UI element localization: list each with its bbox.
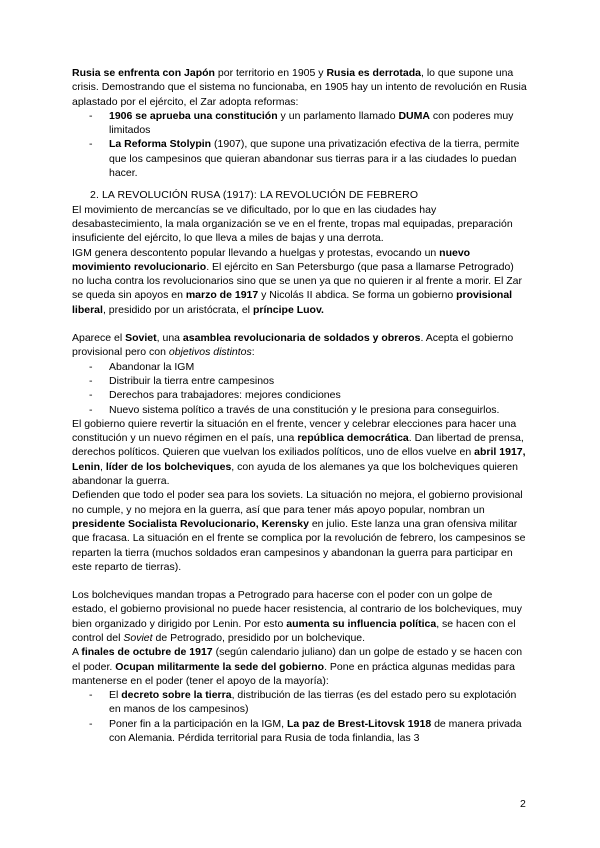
list-item	[72, 717, 528, 746]
bold-text: líder de los bolcheviques	[105, 460, 232, 473]
bold-text: 1906 se aprueba una constitución	[109, 109, 278, 122]
text: y Nicolás II abdica. Se forma un gobierno	[258, 289, 457, 302]
paragraph	[72, 588, 528, 645]
bold-text: aumenta su influencia política	[286, 617, 437, 630]
bold-text: nuevo movimiento revolucionario	[72, 246, 471, 273]
reforms-list	[72, 109, 528, 180]
page-content	[72, 66, 528, 745]
text: por territorio en 1905 y	[214, 67, 327, 79]
text: Poner fin a la participación en la IGM,	[109, 717, 288, 730]
list-item: - Nuevo sistema político a través de una constitución y le presiona para conseguirlos.	[72, 403, 528, 417]
text: . Dan libertad de prensa, derechos políticos. Quieren que vuelvan los exiliados políticos, uno de ellos vuelve en	[72, 432, 524, 459]
text: de Petrogrado, presidido por un bolchevique.	[152, 631, 366, 644]
bold-text: asamblea revolucionaria de soldados y obreros	[182, 332, 421, 345]
paragraph: El movimiento de mercancías se ve dificultado, por lo que en las ciudades hay desabastecimiento, la mala organización se ve en el frente, tropas mal equipadas, preparación insuficiente del ejército, lo que lleva a miles de bajas y una derrota.	[72, 203, 513, 245]
bold-text: DUMA	[398, 109, 430, 122]
text: A	[72, 646, 82, 659]
bold-text: provisional liberal	[72, 289, 513, 316]
text: , con ayuda de los alemanes ya que los bolcheviques quieren abandonar la guerra.	[72, 460, 518, 488]
text: Los bolcheviques mandan tropas a Petrogrado para hacerse con el poder con un golpe de estado, el gobierno provisional no puede hacer resistencia, al contrario de los bolcheviques, muy bien organizado y dirigido por Lenin. Por esto	[72, 589, 523, 630]
bold-text: Soviet	[125, 332, 157, 345]
text: en julio. Este lanza una gran ofensiva militar que fracasa. La situación en el frente se complica por la revolución de febrero, los campesinos se reparten la tierra (muchos soldados eran campesinos y abandonan la guerra para participar en este reparto de tierras).	[72, 517, 526, 573]
text: y un parlamento llamado	[277, 109, 399, 122]
section-heading: 2. LA REVOLUCIÓN RUSA (1917): LA REVOLUCIÓN DE FEBRERO	[90, 189, 419, 202]
list-item: - Abandonar la IGM	[72, 360, 528, 374]
italic-text: objetivos distintos	[168, 346, 252, 359]
bold-text: finales de octubre de 1917	[81, 646, 213, 659]
text: de manera privada con Alemania. Pérdida territorial para Rusia de toda finlandia, las 3	[109, 717, 522, 745]
text: Defienden que todo el poder sea para los soviets. La situación no mejora, el gobierno provisional no cumple, y no mejora en la guerra, así que para tener más apoyo popular, nombran un	[72, 489, 523, 516]
text: con poderes muy limitados	[109, 109, 514, 137]
bold-text: abril 1917, Lenin	[72, 446, 526, 473]
italic-text: Soviet	[123, 631, 153, 644]
bold-text: república democrática	[297, 432, 409, 445]
bold-text: marzo de 1917	[185, 289, 259, 302]
bold-text: La paz de Brest-Litovsk 1918	[287, 717, 432, 730]
text: IGM genera descontento popular llevando a huelgas y protestas, evocando un	[72, 246, 440, 259]
bold-text: presidente Socialista Revolucionario, Kerensky	[72, 517, 309, 530]
text: . El ejército en San Petersburgo (que pasa a llamarse Petrogrado) no lucha contra los revolucionarios sino que se unen ya que no quieren ir al frente a morir. El Zar se queda sin apoyos en	[72, 260, 523, 302]
paragraph	[72, 331, 528, 360]
text: (1907), que supone una privatización efectiva de la tierra, permite que los campesinos que quieran abandonar sus tierras para ir a las ciudades lo puedan hacer.	[109, 138, 520, 180]
paragraph	[72, 645, 528, 688]
soviet-goals-list	[72, 360, 528, 417]
text: , una	[156, 332, 183, 345]
text: . Pone en práctica algunas medidas para mantenerse en el poder (tener el apoyo de la mayoría):	[72, 660, 515, 687]
text: El	[109, 689, 122, 702]
text: El gobierno quiere revertir la situación en el frente, vencer y celebrar elecciones para hacer una constitución y un nuevo régimen en el país, una	[72, 417, 517, 445]
intro-paragraph	[72, 66, 528, 109]
spacer	[72, 574, 528, 588]
text: ,	[100, 460, 106, 473]
text: , se hacen con el control del	[72, 617, 516, 644]
paragraph	[72, 488, 528, 574]
list-item	[72, 688, 528, 717]
list-item	[72, 109, 528, 138]
text: Aparece el	[72, 332, 126, 345]
measures-list	[72, 688, 528, 745]
bold-text: Ocupan militarmente la sede del gobierno	[115, 660, 325, 673]
text: :	[251, 346, 255, 359]
text: , distribución de las tierras (es del estado pero su explotación en manos de los campesinos)	[109, 689, 517, 716]
list-item	[72, 137, 528, 180]
text: (según calendario juliano) dan un golpe de estado y se hacen con el poder.	[72, 646, 523, 673]
list-item: - Derechos para trabajadores: mejores condiciones	[72, 388, 528, 402]
bold-text: príncipe Luov.	[252, 303, 324, 316]
page-number: 2	[520, 798, 526, 810]
text: . Acepta el gobierno provisional pero con	[72, 332, 514, 359]
paragraph	[72, 246, 528, 317]
text: , presidido por un aristócrata, el	[102, 303, 253, 316]
bold-text: decreto sobre la tierra	[121, 689, 232, 702]
bold-text: La Reforma Stolypin	[109, 138, 212, 151]
list-item: - Distribuir la tierra entre campesinos	[72, 374, 528, 388]
spacer	[72, 317, 528, 331]
bold-text: Rusia es derrotada	[326, 67, 421, 79]
bold-text: Rusia se enfrenta con Japón	[72, 67, 215, 79]
paragraph	[72, 417, 528, 488]
text: , lo que supone una crisis. Demostrando que el sistema no funcionaba, en 1905 hay un intento de revolución en Rusia aplastado por el ejército, el Zar adopta reformas:	[72, 67, 527, 108]
